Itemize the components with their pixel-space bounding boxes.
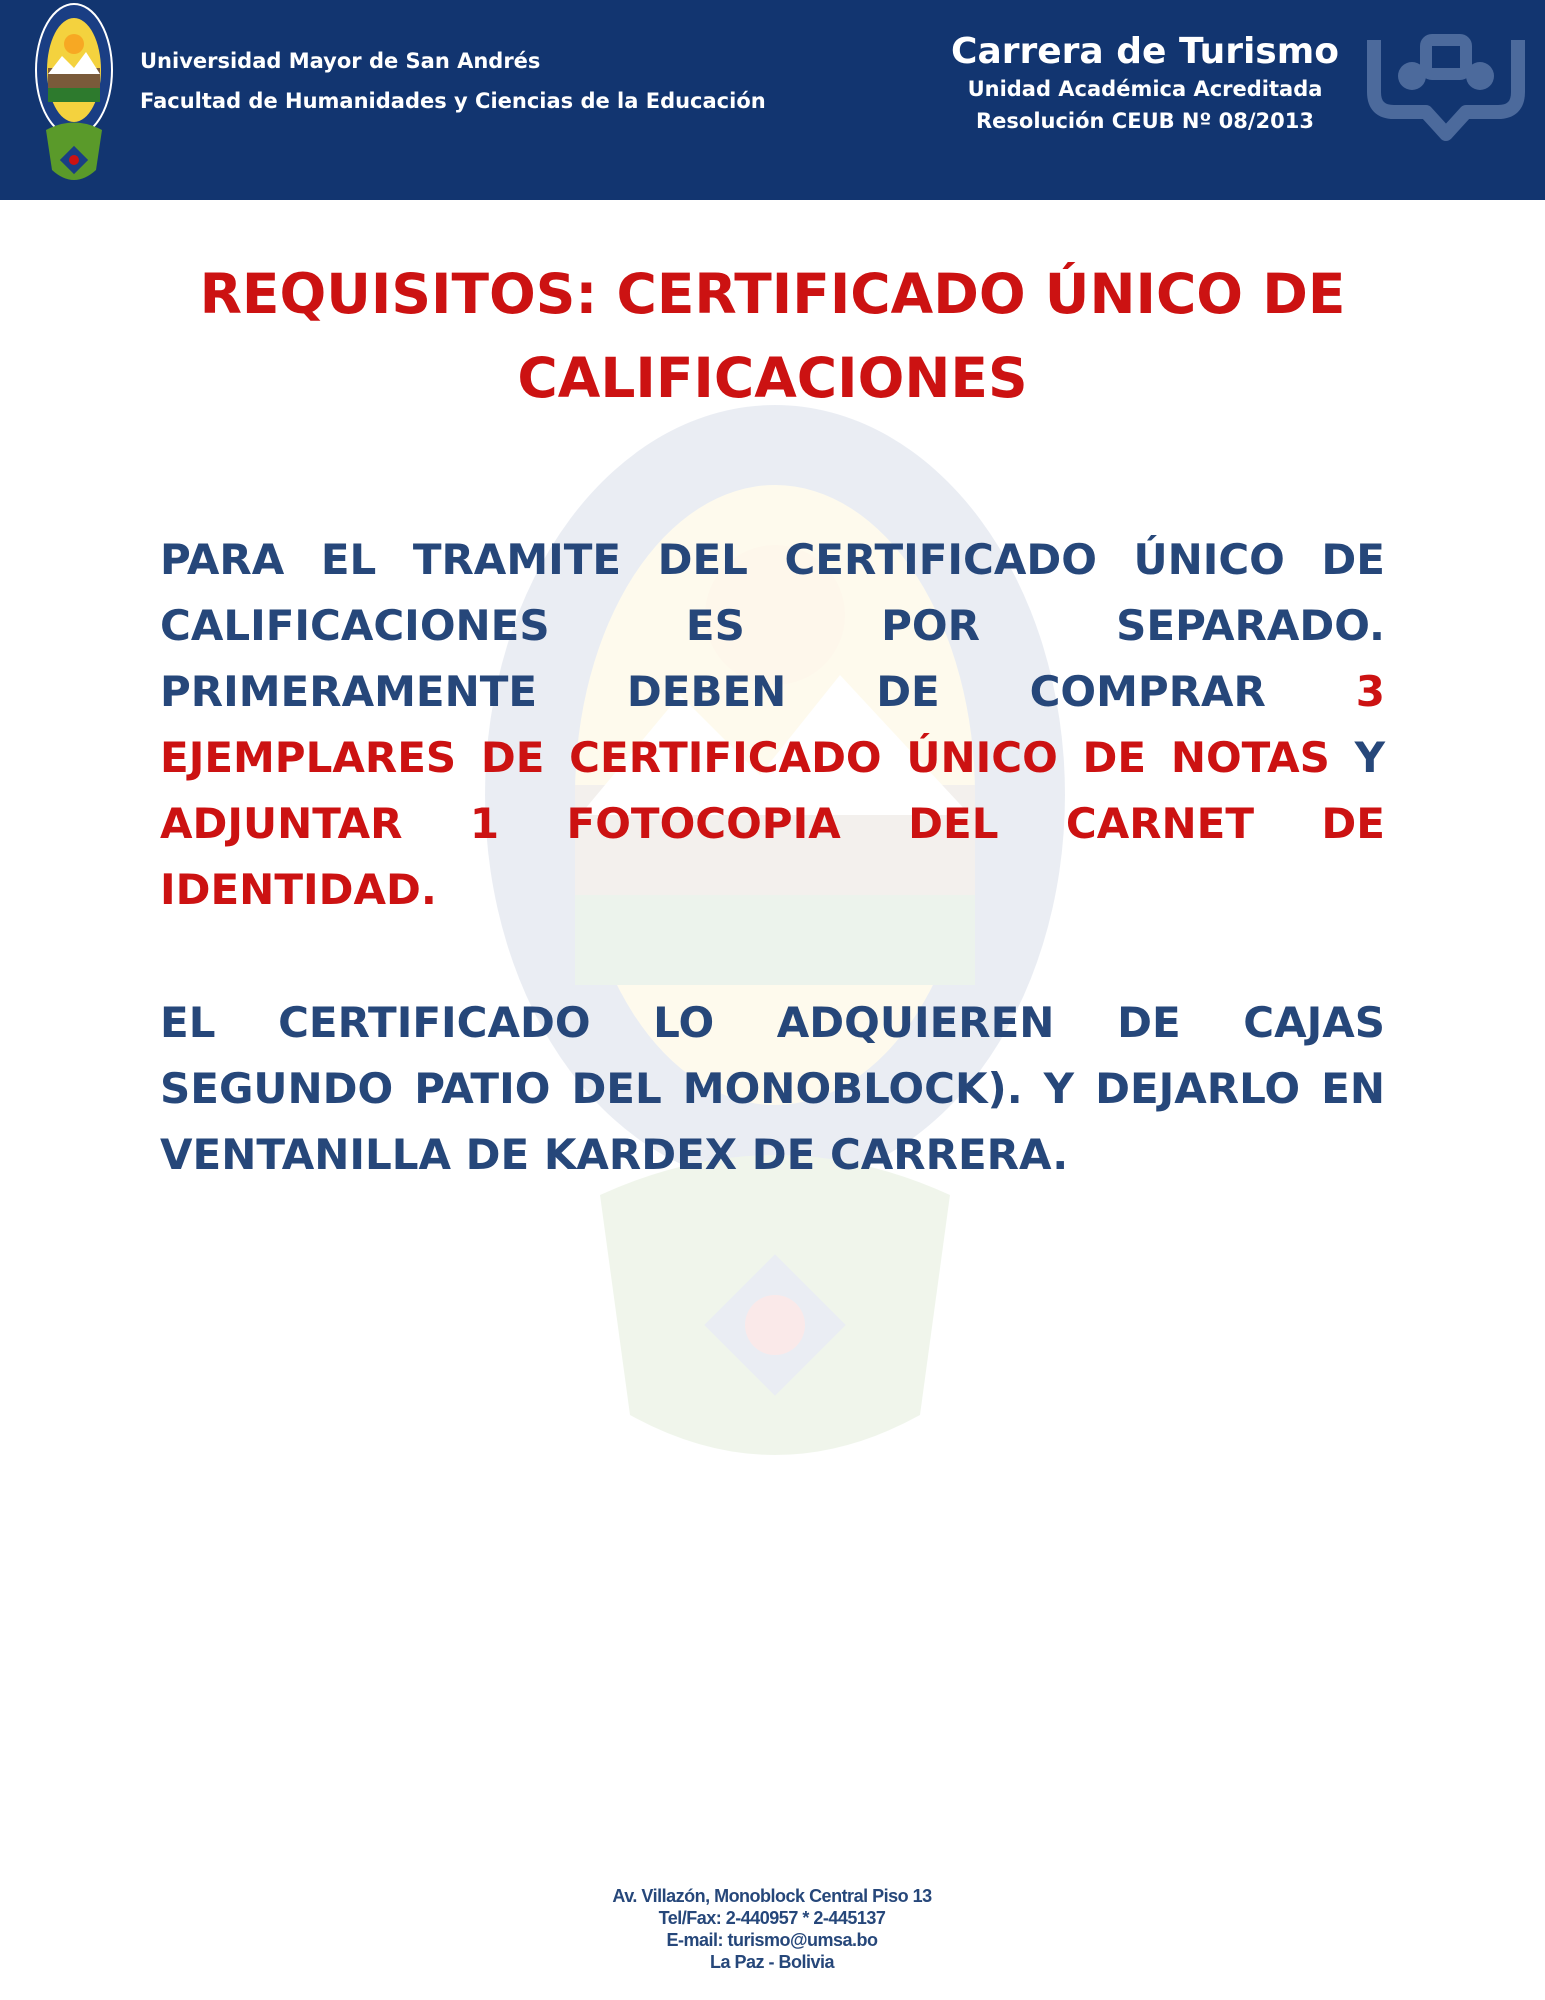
- footer-phone: Tel/Fax: 2-440957 * 2-445137: [658, 1908, 886, 1928]
- footer-city: La Paz - Bolivia: [709, 1952, 835, 1972]
- career-block: [915, 28, 1375, 138]
- footer-address: Av. Villazón, Monoblock Central Piso 13: [612, 1886, 932, 1906]
- paragraph-connector: Y: [1329, 733, 1385, 782]
- university-name: Universidad Mayor de San Andrés: [140, 49, 541, 73]
- resolution-text: Resolución CEUB Nº 08/2013: [975, 109, 1315, 133]
- tourism-logo-icon: [1364, 32, 1528, 144]
- instructions-paragraph: EL CERTIFICADO LO ADQUIEREN DE CAJAS SEGUNDO PATIO DEL MONOBLOCK). Y DEJARLO EN VENTANILLA DE KARDEX DE CARRERA.: [160, 998, 1385, 1179]
- paragraph-text: PARA EL TRAMITE DEL CERTIFICADO ÚNICO DE CALIFICACIONES ES POR SEPARADO. PRIMERAMENTE DEBEN DE COMPRAR: [160, 535, 1385, 716]
- highlight-copies: 3 EJEMPLARES DE CERTIFICADO ÚNICO DE NOTAS: [160, 667, 1385, 782]
- faculty-name: Facultad de Humanidades y Ciencias de la Educación: [140, 89, 766, 113]
- career-title: Carrera de Turismo: [951, 31, 1339, 72]
- university-block: [140, 46, 766, 116]
- highlight-photocopy: ADJUNTAR 1 FOTOCOPIA DEL CARNET DE IDENTIDAD.: [160, 799, 1385, 914]
- page-footer: [472, 1885, 1072, 1973]
- page-header: [0, 0, 1545, 200]
- accreditation-text: Unidad Académica Acreditada: [967, 77, 1323, 101]
- footer-email: E-mail: turismo@umsa.bo: [666, 1930, 878, 1950]
- university-seal-icon: [26, 0, 136, 200]
- requirements-paragraph: [160, 527, 1385, 923]
- page-title: REQUISITOS: CERTIFICADO ÚNICO DE CALIFICACIONES: [199, 262, 1346, 410]
